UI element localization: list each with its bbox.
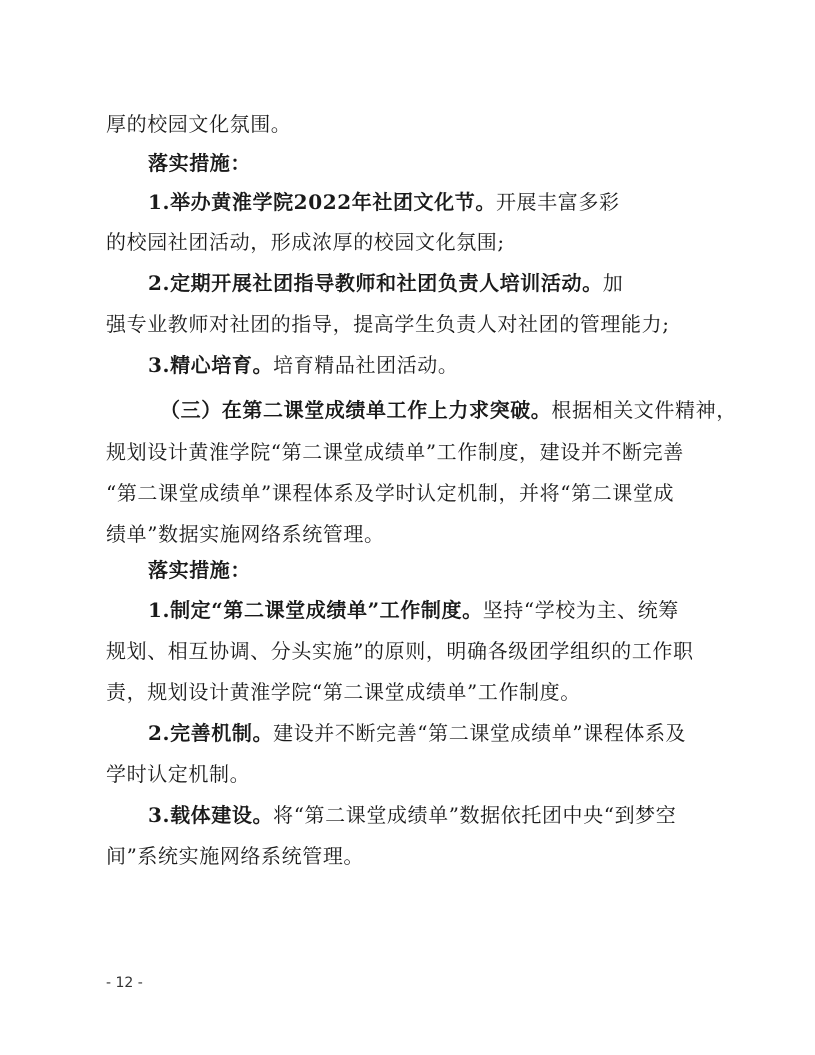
paragraph-line: [106, 638, 694, 664]
measure-title: 3.载体建设。: [148, 803, 274, 827]
measure-title: 2.完善机制。: [148, 721, 274, 745]
section-title: （三）在第二课堂成绩单工作上力求突破。: [160, 398, 552, 422]
measure-title: 1.制定“第二课堂成绩单”工作制度。: [148, 598, 483, 622]
measure-item-2: [148, 270, 623, 296]
paragraph-line: [106, 843, 364, 869]
text-run: 规划、相互协调、分头实施”的原则，明确各级团学组织的工作职: [106, 639, 694, 663]
measure-title: 1.举办黄淮学院2022年社团文化节。: [148, 190, 496, 214]
text-run: 强专业教师对社团的指导，提高学生负责人对社团的管理能力;: [106, 312, 670, 336]
text-run: “第二课堂成绩单”课程体系及学时认定机制，并将“第二课堂成: [106, 481, 675, 505]
measure-item-1: [148, 597, 679, 623]
text-run: 的校园社团活动，形成浓厚的校园文化氛围;: [106, 230, 505, 254]
section-heading-measures: [148, 557, 251, 583]
text-run: 建设并不断完善“第二课堂成绩单”课程体系及: [273, 721, 687, 745]
text-run: 落实措施：: [148, 151, 251, 175]
text-run: 加: [602, 271, 624, 295]
paragraph-line: [106, 229, 505, 255]
paragraph-line: [106, 311, 670, 337]
text-run: 厚的校园文化氛围。: [106, 112, 292, 136]
page-number: - 12 -: [106, 975, 143, 991]
measure-item-1: [148, 189, 620, 215]
text-run: 间”系统实施网络系统管理。: [106, 844, 365, 868]
measure-item-3: [148, 802, 676, 828]
measure-item-2: [148, 720, 686, 746]
text-run: 将“第二课堂成绩单”数据依托团中央“到梦空: [273, 803, 677, 827]
text-run: 开展丰富多彩: [495, 190, 620, 214]
section-heading-3: [160, 397, 737, 423]
measure-title: 3.精心培育。: [148, 353, 274, 377]
paragraph-line: [106, 480, 674, 506]
text-run: 学时认定机制。: [106, 762, 251, 786]
text-run: 落实措施：: [148, 558, 251, 582]
text-run: 培育精品社团活动。: [273, 353, 459, 377]
text-run: 规划设计黄淮学院“第二课堂成绩单”工作制度，建设并不断完善: [106, 440, 684, 464]
measure-item-3: [148, 352, 459, 378]
text-run: 责，规划设计黄淮学院“第二课堂成绩单”工作制度。: [106, 680, 581, 704]
paragraph-line: [106, 111, 291, 137]
paragraph-line: [106, 761, 250, 787]
text-run: 绩单”数据实施网络系统管理。: [106, 522, 385, 546]
text-run: 根据相关文件精神，: [551, 398, 737, 422]
paragraph-line: [106, 679, 581, 705]
paragraph-line: [106, 521, 385, 547]
section-heading-measures: [148, 150, 251, 176]
paragraph-line: [106, 439, 684, 465]
measure-title: 2.定期开展社团指导教师和社团负责人培训活动。: [148, 271, 603, 295]
text-run: 坚持“学校为主、统筹: [482, 598, 679, 622]
